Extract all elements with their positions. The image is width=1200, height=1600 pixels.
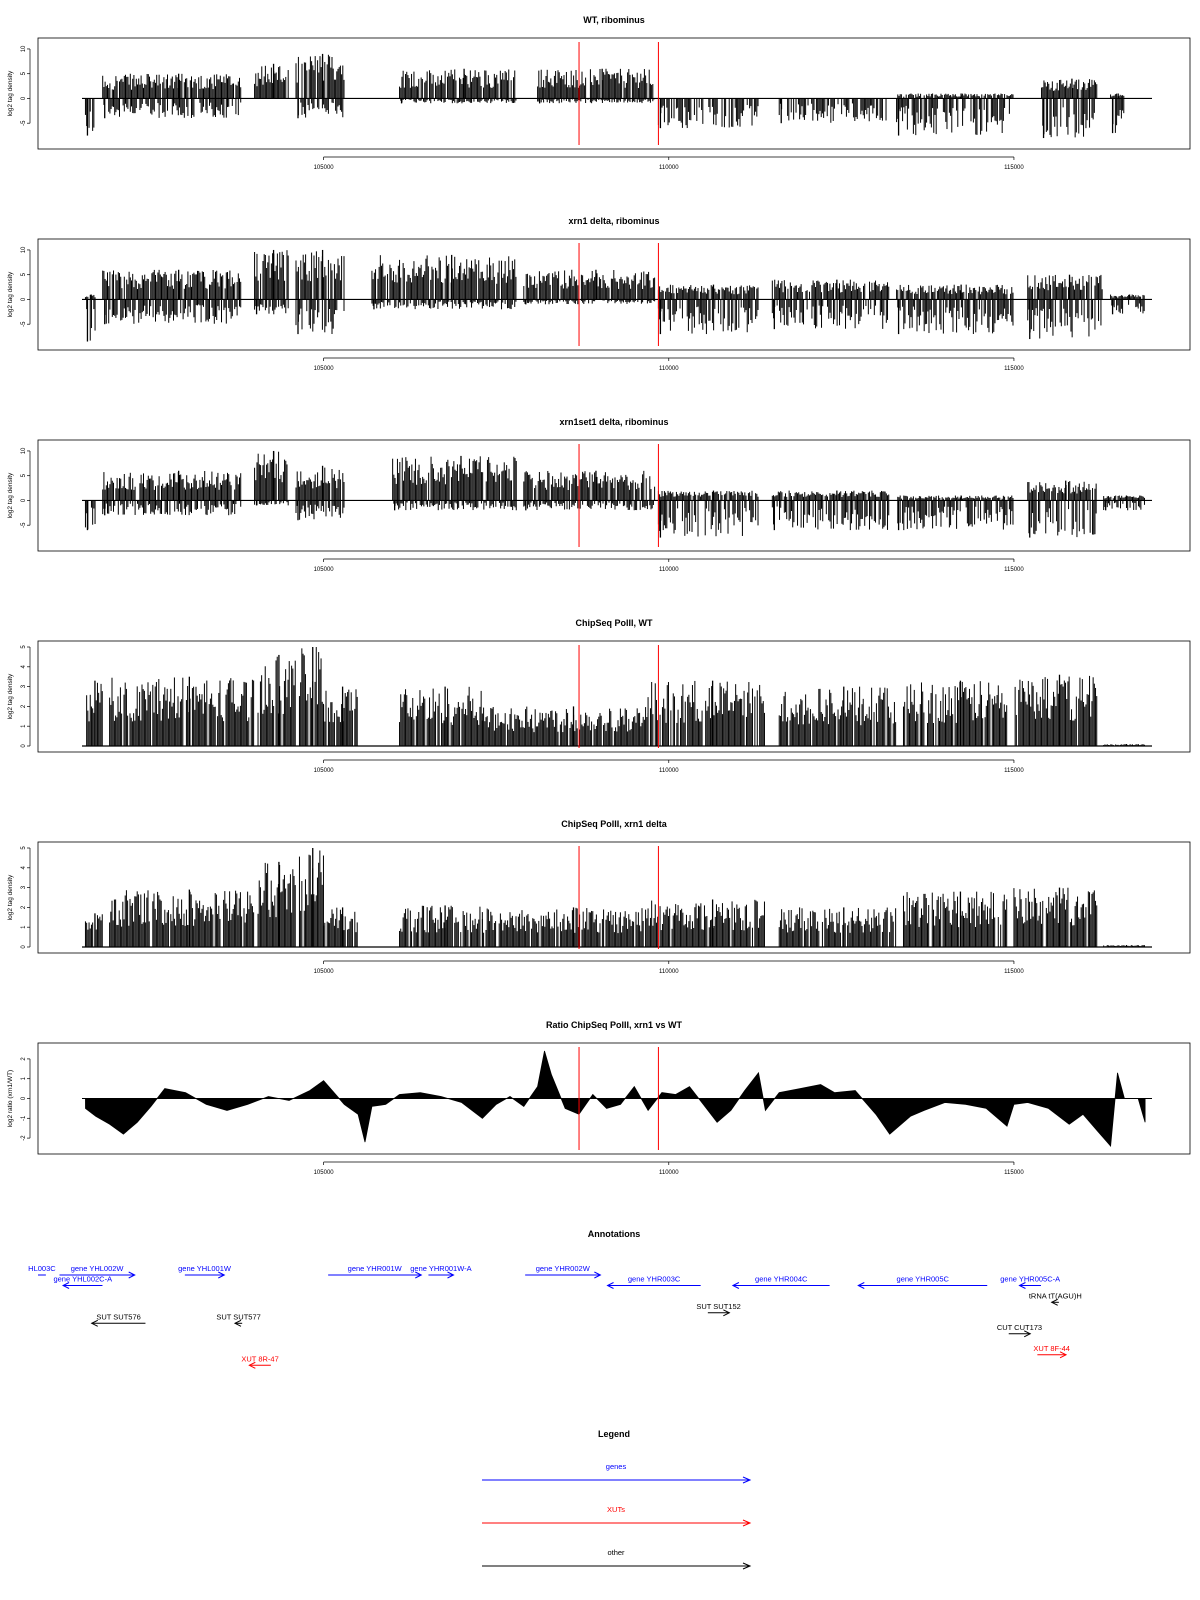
y-axis-label: log2 tag density — [7, 271, 14, 318]
x-tick-label: 105000 — [313, 768, 334, 774]
y-tick-label: 5 — [21, 273, 27, 277]
panel-5 — [7, 819, 1190, 975]
panel-title: xrn1 delta, ribominus — [568, 216, 660, 226]
y-axis-label: log2 tag density — [7, 673, 14, 720]
bar-series — [85, 451, 1144, 538]
y-tick-label: 0 — [21, 297, 27, 302]
y-tick-label: -5 — [21, 120, 27, 126]
panel-title: ChipSeq PolII, xrn1 delta — [561, 819, 667, 829]
x-tick-label: 110000 — [658, 768, 679, 774]
y-tick-label: 0 — [21, 498, 27, 503]
y-tick-label: 10 — [21, 246, 27, 254]
y-tick-label: -5 — [21, 522, 27, 528]
y-tick-label: 2 — [21, 704, 27, 709]
y-tick-label: 5 — [21, 645, 27, 649]
y-tick-label: 0 — [21, 96, 27, 101]
y-tick-label: 1 — [21, 724, 27, 728]
y-axis-label: log2 tag density — [7, 70, 14, 117]
y-tick-label: 2 — [21, 905, 27, 910]
bar-series — [85, 250, 1144, 342]
y-tick-label: 5 — [21, 72, 27, 76]
y-tick-label: 0 — [21, 945, 27, 949]
panel-title: WT, ribominus — [583, 15, 645, 25]
y-tick-label: 10 — [21, 447, 27, 455]
y-axis-label: log2 tag density — [7, 874, 14, 921]
x-tick-label: 105000 — [313, 366, 334, 372]
panel-1 — [7, 15, 1190, 171]
y-axis-label: log2 tag density — [7, 472, 14, 519]
y-tick-label: 0 — [21, 744, 27, 748]
x-tick-label: 115000 — [1004, 366, 1024, 372]
panel-3 — [7, 417, 1190, 573]
x-tick-label: 115000 — [1004, 165, 1024, 171]
y-tick-label: 3 — [21, 684, 27, 689]
x-tick-label: 110000 — [658, 969, 679, 975]
bar-series — [85, 848, 1144, 947]
y-tick-label: 4 — [21, 665, 27, 669]
x-tick-label: 105000 — [313, 969, 334, 975]
panel-title: ChipSeq PolII, WT — [575, 618, 653, 628]
x-tick-label: 115000 — [1004, 969, 1024, 975]
panel-4 — [7, 618, 1190, 774]
x-tick-label: 110000 — [658, 165, 679, 171]
panel-2 — [7, 216, 1190, 372]
x-tick-label: 105000 — [313, 567, 334, 573]
panel-title: xrn1set1 delta, ribominus — [559, 417, 669, 427]
y-tick-label: 10 — [21, 45, 27, 53]
bar-series — [87, 647, 1145, 746]
x-tick-label: 105000 — [313, 165, 334, 171]
y-tick-label: 1 — [21, 925, 27, 929]
y-tick-label: 5 — [21, 846, 27, 850]
y-tick-label: 5 — [21, 474, 27, 478]
y-tick-label: -5 — [21, 321, 27, 327]
x-tick-label: 110000 — [658, 366, 679, 372]
y-tick-label: 3 — [21, 885, 27, 890]
y-tick-label: 4 — [21, 866, 27, 870]
x-tick-label: 115000 — [1004, 768, 1024, 774]
bar-series — [85, 54, 1123, 138]
x-tick-label: 110000 — [658, 567, 679, 573]
x-tick-label: 115000 — [1004, 567, 1024, 573]
